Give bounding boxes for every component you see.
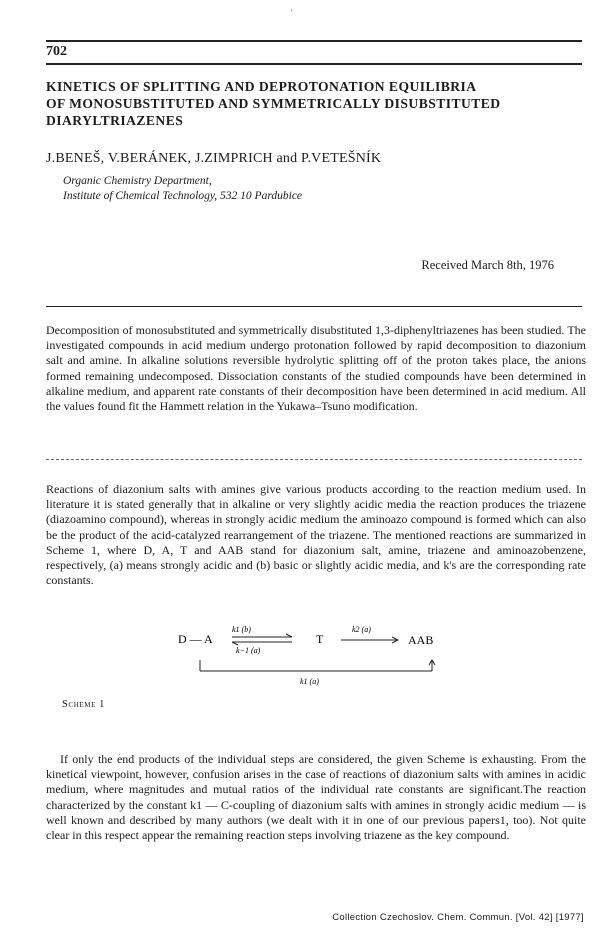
scheme-caption: Scheme 1 xyxy=(62,699,106,710)
abstract-rule-bottom xyxy=(46,459,582,460)
body-paragraph-2: If only the end products of the individual steps are considered, the given Scheme is exhausting. From the kinetical viewpoint, however, confusion arises in the case of reactions of diazonium salts with amines in acidic medium, where magnitudes and mutual ratios of the individual rate constants are significant.The reaction characterized by the constant k1 — C-coupling of diazonium salts with amines in strongly acidic medium — is well known and described by many authors (we dealt with it in one of our previous papers1, too). Not quite clear in this respect appear the remaining reaction steps involving triazene as the key compound. xyxy=(46,752,586,843)
header-rule-bottom xyxy=(46,63,582,65)
body-paragraph-1: Reactions of diazonium salts with amines give various products according to the reaction medium used. In literature it is stated generally that in alkaline or very slightly acidic media the reaction produces the triazene (diazoamino compound), whereas in strongly acidic medium the aminoazo compound is formed which can also be the product of the acid-catalyzed rearrangement of the triazene. The mentioned reactions are summarized in Scheme 1, where D, A, T and AAB stand for diazonium salt, amine, triazene and aminoazobenzene, respectively, (a) means strongly acidic and (b) basic or slightly acidic media, and k's are the corresponding rate constants. xyxy=(46,482,586,588)
title-line: KINETICS OF SPLITTING AND DEPROTONATION EQUILIBRIA xyxy=(46,79,477,94)
scheme-label-rearrangement: k2 (a) xyxy=(352,625,371,634)
article-title xyxy=(46,78,586,129)
page-number: 702 xyxy=(46,44,67,59)
scheme-label-forward: k1 (b) xyxy=(232,625,251,634)
scheme-reactant: D — A xyxy=(178,632,213,646)
page-mark: ' xyxy=(291,8,293,18)
author-list: J.BENEŠ, V.BERÁNEK, J.ZIMPRICH and P.VETEŠNÍK xyxy=(46,151,382,166)
received-date: Received March 8th, 1976 xyxy=(421,258,554,272)
header-rule-top xyxy=(46,40,582,42)
affiliation-department: Organic Chemistry Department, xyxy=(63,175,212,187)
affiliation-institute: Institute of Chemical Technology, 532 10 Pardubice xyxy=(63,190,303,202)
scheme-label-reverse: k−1 (a) xyxy=(236,646,261,655)
scheme-intermediate: T xyxy=(316,632,324,646)
title-line: OF MONOSUBSTITUTED AND SYMMETRICALLY DISUBSTITUTED xyxy=(46,96,501,111)
affiliation xyxy=(63,174,302,204)
reaction-scheme xyxy=(150,620,470,690)
journal-footer: Collection Czechoslov. Chem. Commun. [Vol. 42] [1977] xyxy=(332,912,584,923)
title-line: DIARYLTRIAZENES xyxy=(46,113,184,128)
abstract-rule-top xyxy=(46,306,582,307)
abstract-text: Decomposition of monosubstituted and symmetrically disubstituted 1,3-diphenyltriazenes has been studied. The investigated compounds in acid medium undergo protonation followed by rapid decomposition to diazonium salt and amine. In alkaline solutions reversible hydrolytic splitting off of the proton takes place, the anions formed remaining undecomposed. Dissociation constants of the studied compounds have been determined in alkaline medium, and apparent rate constants of their decomposition have been determined in acid medium. All the values found fit the Hammett relation in the Yukawa–Tsuno modification. xyxy=(46,323,586,414)
scheme-label-direct: k1 (a) xyxy=(300,677,319,686)
scheme-product: AAB xyxy=(408,633,434,647)
